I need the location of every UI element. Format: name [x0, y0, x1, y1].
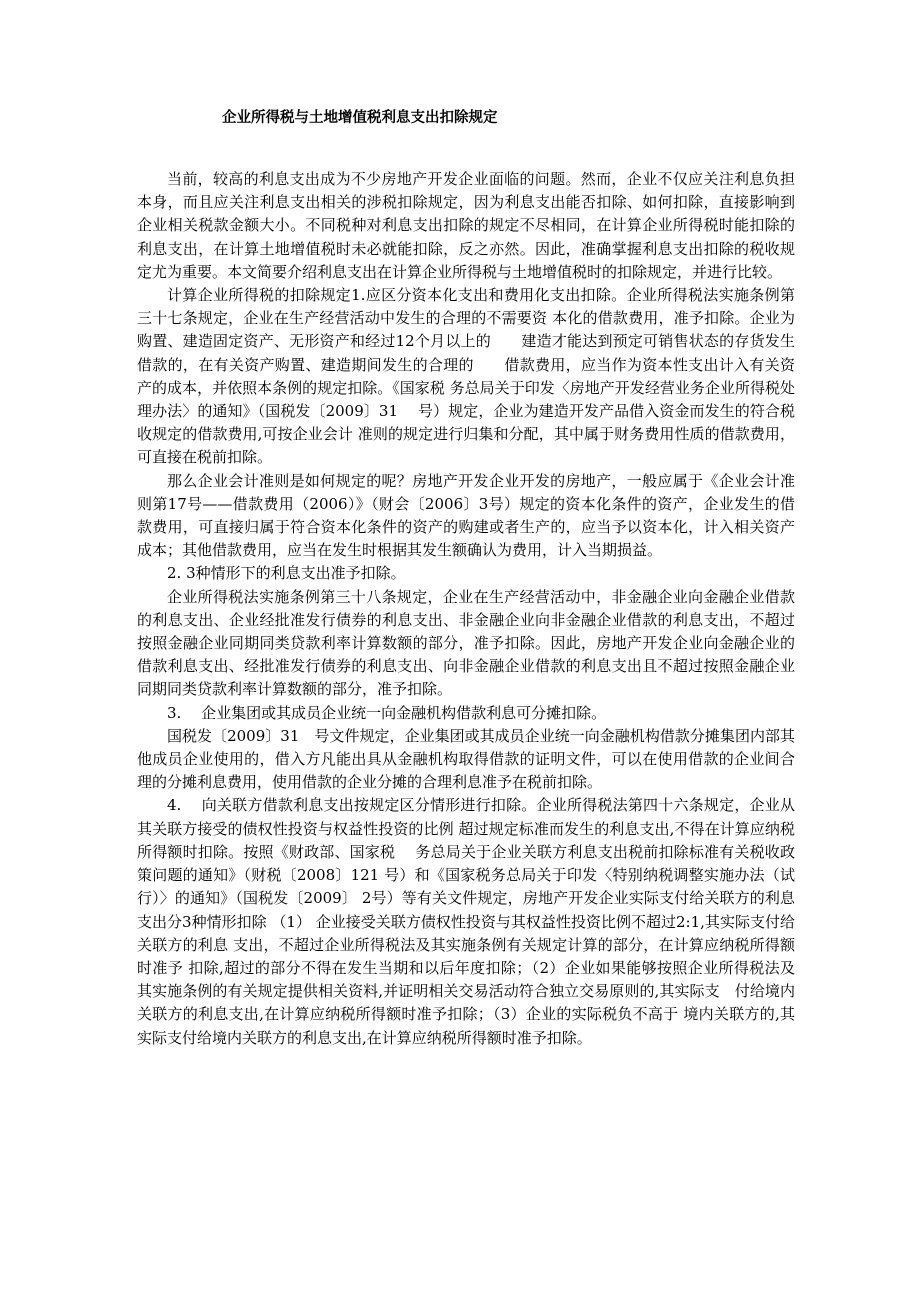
paragraph-heading-2: 2. 3种情形下的利息支出准予扣除。 [167, 564, 406, 583]
document-body [137, 168, 795, 1050]
paragraph-intro: 当前，较高的利息支出成为不少房地产开发企业面临的问题。然而，企业不仅应关注利息负担本身，而且应关注利息支出相关的涉税扣除规定，因为利息支出能否扣除、如何扣除，直接影响到企业相关税款金额大小。不同税种对利息支出扣除的规定不尽相同，在计算企业所得税时能扣除的利息支出，在计算土地增值税时未必就能扣除，反之亦然。因此，准确掌握利息支出扣除的税收规定尤为重要。本文简要介绍利息支出在计算企业所得税与土地增值税时的扣除规定，并进行比较。 [137, 170, 795, 281]
paragraph-related-party: 4. 向关联方借款利息支出按规定区分情形进行扣除。企业所得税法第四十六条规定，企业从其关联方接受的债权性投资与权益性投资的比例 超过规定标准而发生的利息支出,不得在计算应纳税所得额时扣除。按照《财政部、国家税 务总局关于企业关联方利息支出税前扣除标准有关税收政策问题的通知》（财税〔2008〕121 号）和《国家税务总局关于印发〈特别纳税调整实施办法（试行）〉的通知》（国税发〔2009〕 2号）等有关文件规定，房地产开发企业实际支付给关联方的利息支出分3种情形扣除 （1） 企业接受关联方债权性投资与其权益性投资比例不超过2:1,其实际支付给关联方的利息 支出，不超过企业所得税法及其实施条例有关规定计算的部分，在计算应纳税所得额时准予 扣除,超过的部分不得在发生当期和以后年度扣除；（2）企业如果能够按照企业所得税法及 其实施条例的有关规定提供相关资料,并证明相关交易活动符合独立交易原则的,其实际支 付给境内关联方的利息支出,在计算应纳税所得额时准予扣除；（3）企业的实际税负不高于 境内关联方的,其实际支付给境内关联方的利息支出,在计算应纳税所得额时准予扣除。 [137, 796, 795, 1047]
paragraph-accounting-standard: 那么企业会计准则是如何规定的呢？房地产开发企业开发的房地产，一般应属于《企业会计准则第17号——借款费用（2006）》（财会〔2006〕3号）规定的资本化条件的资产，企业发生的借款费用，可直接归属于符合资本化条件的资产的购建或者生产的，应当予以资本化，计入相关资产成本；其他借款费用，应当在发生时根据其发生额确认为费用，计入当期损益。 [137, 471, 795, 560]
paragraph-capitalization-rule: 计算企业所得税的扣除规定1.应区分资本化支出和费用化支出扣除。企业所得税法实施条例第三十七条规定，企业在生产经营活动中发生的合理的不需要资 本化的借款费用，准予扣除。企业为购置、建造固定资产、无形资产和经过12个月以上的 建造才能达到预定可销售状态的存货发生借款的，在有关资产购置、建造期间发生的合理的 借款费用，应当作为资本性支出计入有关资产的成本，并依照本条例的规定扣除。《国家税 务总局关于印发〈房地产开发经营业务企业所得税处理办法〉的通知》（国税发〔2009〕31 号）规定，企业为建造开发产品借入资金而发生的符合税收规定的借款费用,可按企业会计 准则的规定进行归集和分配，其中属于财务费用性质的借款费用，可直接在税前扣除。 [137, 286, 795, 467]
paragraph-group-borrowing: 国税发〔2009〕31 号文件规定，企业集团或其成员企业统一向金融机构借款分摊集团内部其他成员企业使用的，借入方凡能出具从金融机构取得借款的证明文件，可以在使用借款的企业间合理的分摊利息费用，使用借款的企业分摊的合理利息准予在税前扣除。 [137, 726, 795, 792]
document-title: 企业所得税与土地增值税利息支出扣除规定 [222, 110, 498, 126]
paragraph-heading-3: 3. 企业集团或其成员企业统一向金融机构借款利息可分摊扣除。 [167, 703, 607, 722]
paragraph-article-38: 企业所得税法实施条例第三十八条规定，企业在生产经营活动中，非金融企业向金融企业借款的利息支出、企业经批准发行债券的利息支出、非金融企业向非金融企业借款的利息支出，不超过按照金融企业同期同类贷款利率计算数额的部分，准予扣除。因此，房地产开发企业向金融企业的借款利息支出、经批准发行债券的利息支出、向非金融企业借款的利息支出且不超过按照金融企业同期同类贷款利率计算数额的部分，准予扣除。 [137, 587, 795, 699]
